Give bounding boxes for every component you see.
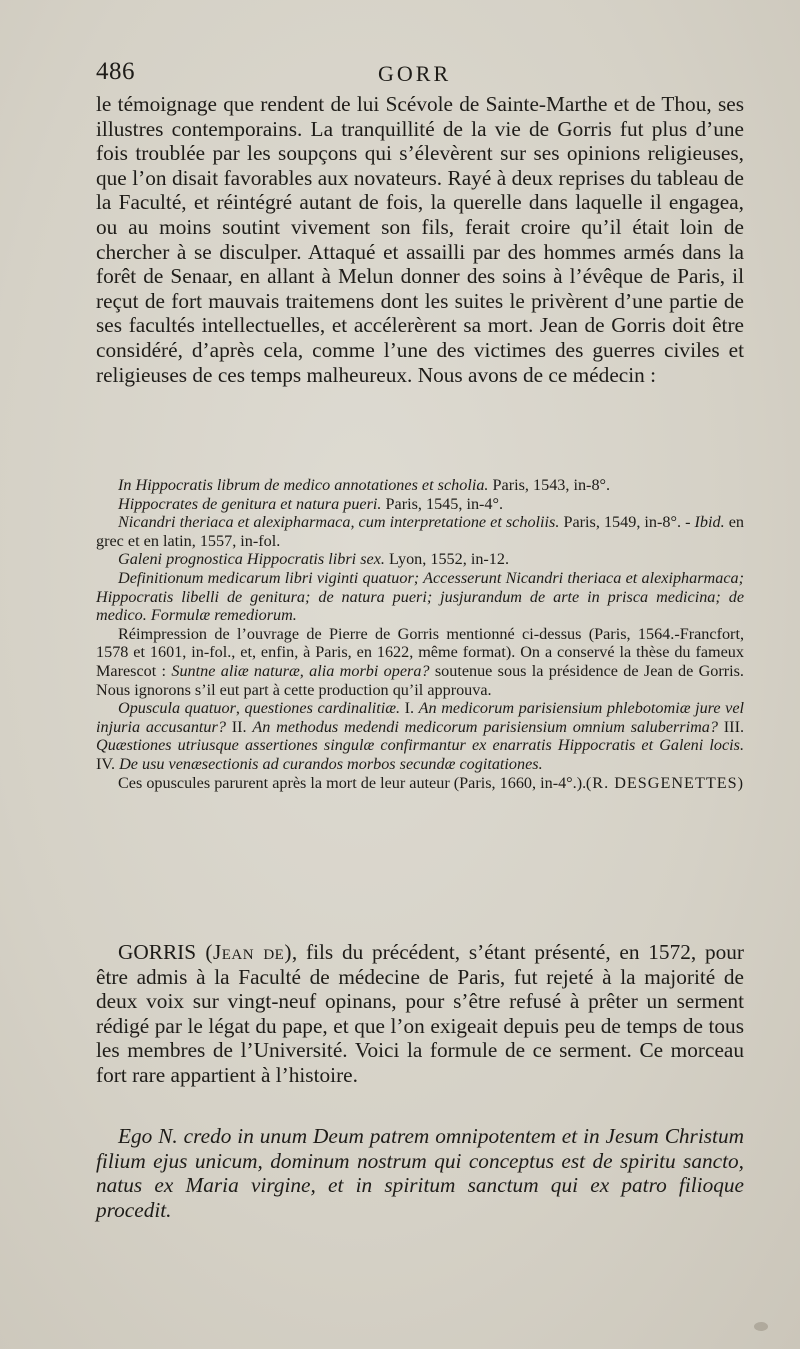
ibid-mark: Ibid. xyxy=(694,513,725,532)
work-imprint: Paris, 1545, in-4°. xyxy=(381,494,504,513)
reprint-text: soutenue sous la présidence de Jean de Gorris. Nous ignorons s’il eut part à cette production qu’il approuva. xyxy=(96,661,744,699)
gorris-jean-entry xyxy=(96,940,744,1088)
work-title: An medicorum parisiensium phlebotomiæ jure vel injuria accusantur? xyxy=(96,699,745,736)
gorris-biography-paragraph: le témoignage que rendent de lui Scévole de Sainte-Marthe et de Thou, ses illustres contemporains. La tranquillité de la vie de Gorris fut plus d’une fois troublée par les soupçons qui s’élevèrent sur ses opinions religieuses, que l’on disait favorables aux novateurs. Rayé à deux reprises du tableau de la Faculté, et réintégré autant de fois, la querelle dans laquelle il engagea, ou au moins soutint vivement son fils, ferait croire qu’il était loin de chercher à se disculper. Attaqué et assailli par des hommes armés dans la forêt de Senaar, en allant à Melun donner des soins à l’évêque de Paris, il reçut de fort mauvais traitemens dont les suites le privèrent d’une partie de ses facultés intellectuelles, et accélerèrent sa mort. Jean de Gorris doit être considéré, d’après cela, comme l’une des victimes des guerres civiles et religieuses de ces temps malheureux. Nous avons de ce médecin : xyxy=(96,92,744,387)
work-title: questiones cardinalitiæ. xyxy=(244,699,401,718)
entry-body: , fils du précédent, s’étant présenté, en 1572, pour être admis à la Faculté de médecine de Paris, fut rejeté à la majorité de deux voix sur vingt-neuf opinans, pour s’être refusé à prêter un serment rédigé par le légat du pape, et que l’on exigeait depuis peu de temps de tous les membres de l’Université. Voici la formule de ce serment. Ce morceau fort rare appartient à l’histoire. xyxy=(96,940,744,1087)
author-signature: (R. DESGENETTES) xyxy=(585,773,744,792)
page-header xyxy=(96,58,744,92)
work-imprint: Lyon, 1552, in-12. xyxy=(384,550,510,569)
work-imprint: Paris, 1543, in-8°. xyxy=(488,476,611,494)
work-title: Opuscula quatuor xyxy=(118,699,236,718)
bibliography-entry xyxy=(96,513,744,550)
work-title: Galeni prognostica Hippocratis libri sex. xyxy=(118,550,385,569)
work-title: In Hippocratis librum de medico annotationes et scholia. xyxy=(118,476,489,494)
thesis-title: Suntne aliæ naturæ, alia morbi opera? xyxy=(171,661,430,680)
latin-oath xyxy=(96,1124,744,1222)
numeral: III. xyxy=(717,717,745,736)
separator: , xyxy=(235,699,245,718)
oath-text: Ego N. credo in unum Deum patrem omnipotentem et in Jesum Christum filium ejus unicum, dominum nostrum qui conceptus est de spiritu sancto, natus ex Maria virgine, et in spiritum sanctum qui ex patro filioque procedit. xyxy=(96,1124,744,1222)
numeral: I. xyxy=(400,699,419,718)
reprint-text: Réimpression de l’ouvrage de Pierre de Gorris mentionné ci-dessus (Paris, 1564.-Francfort, 1578 et 1601, in-fol., et, enfin, à Paris, en 1622, même format). On a conservé la thèse du fameux Marescot : xyxy=(96,624,744,680)
work-title: An methodus medendi medicorum parisiensium omnium saluberrima? xyxy=(252,717,718,736)
numeral: IV. xyxy=(96,754,120,773)
work-title: Nicandri theriaca et alexipharmaca, cum interpretatione et scholiis. xyxy=(118,513,560,532)
entry-given-name: (Jean de) xyxy=(196,940,292,964)
ink-smudge xyxy=(754,1322,768,1331)
work-title: Definitionum medicarum libri viginti quatuor; Accesserunt Nicandri theriaca et alexipharmaca; Hippocratis libelli de genitura; de natura pueri; jusjurandum de arte in prisca medicina; de medico. Formulæ remediorum. xyxy=(96,568,744,625)
work-title: De usu venæsectionis ad curandos morbos secundæ cogitationes. xyxy=(119,754,543,773)
running-head: GORR xyxy=(378,61,452,86)
work-imprint: Paris, 1549, in-8°. - xyxy=(559,513,695,532)
entry-paragraph xyxy=(96,940,744,1088)
entry-headword: GORRIS xyxy=(118,940,197,964)
closing-note: Ces opuscules parurent après la mort de leur auteur (Paris, 1660, in-4°.). xyxy=(118,773,587,792)
page-number: 486 xyxy=(96,58,135,85)
work-title: Hippocrates de genitura et natura pueri. xyxy=(118,494,382,513)
work-title: Quæstiones utriusque assertiones singulæ confirmantur ex enarratis Hippocratis et Galeni locis. xyxy=(96,736,744,755)
work-imprint: en grec et en latin, 1557, in-fol. xyxy=(96,513,744,550)
bibliography-entry xyxy=(96,699,744,773)
bibliography-entry xyxy=(96,569,744,625)
bibliography xyxy=(96,476,744,792)
bibliography-entry xyxy=(96,495,744,514)
numeral: II. xyxy=(225,717,253,736)
bibliography-entry xyxy=(96,476,744,495)
reprint-note xyxy=(96,625,744,699)
bibliography-entry xyxy=(96,550,744,569)
